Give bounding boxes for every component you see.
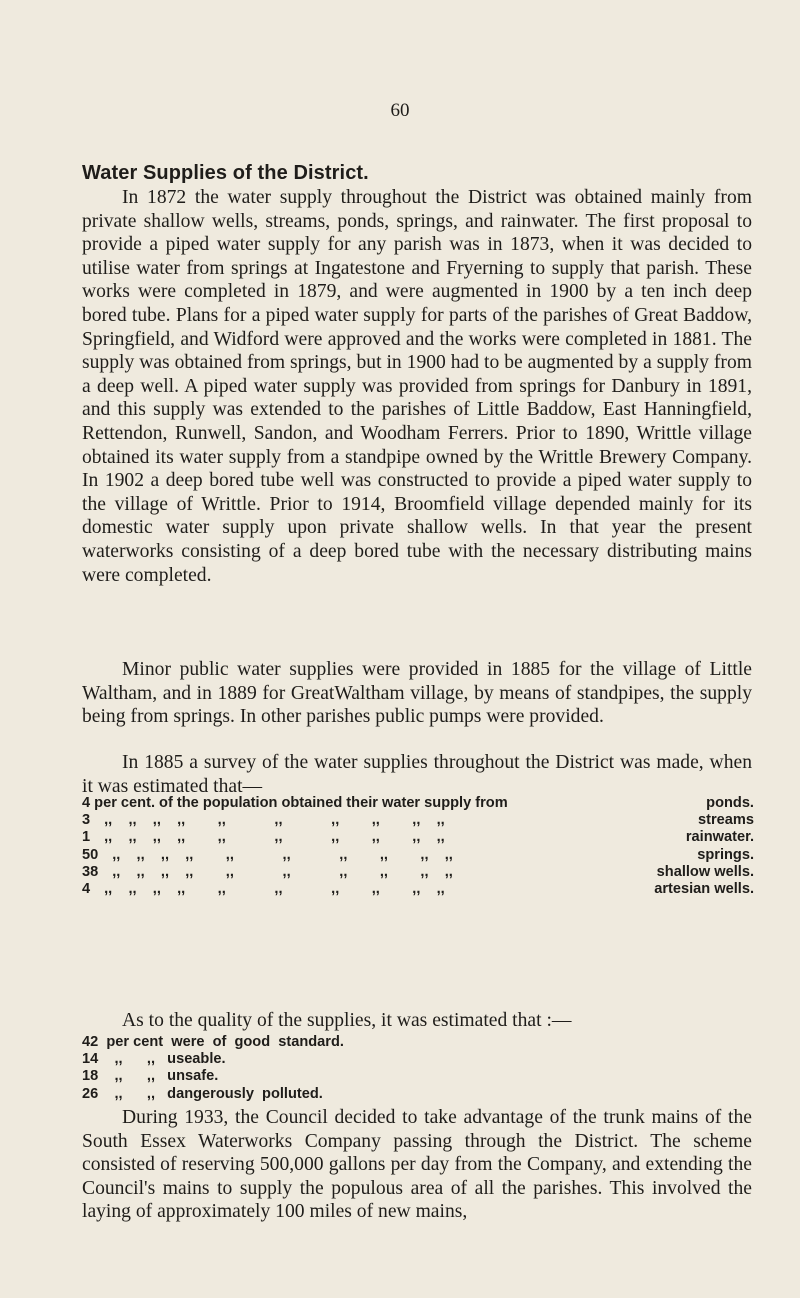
paragraph-survey-intro: In 1885 a survey of the water supplies throughout the District was made, when it was estimated that— <box>82 752 752 797</box>
ditto-marks: ,, ,, ,, ,, ,, ,, ,, ,, ,, ,, <box>104 881 445 898</box>
supply-row-lead: 4 <box>82 881 91 898</box>
supply-row-source: shallow wells. <box>656 863 754 880</box>
ditto-marks: ,, ,, ,, ,, ,, ,, ,, ,, ,, ,, <box>104 829 445 846</box>
section-heading: Water Supplies of the District. <box>82 162 369 184</box>
ditto-marks: ,, ,, ,, ,, ,, ,, ,, ,, ,, ,, <box>104 812 445 829</box>
supply-row-source: rainwater. <box>685 829 754 846</box>
supply-row-lead: 4 per cent. of the population obtained their water supply from <box>82 795 508 811</box>
page-number: 60 <box>390 100 410 121</box>
quality-row: 14 ,, ,, useable. <box>82 1051 226 1068</box>
paragraph-history: In 1872 the water supply throughout the District was obtained mainly from private shallow wells, streams, ponds, springs, and rainwater. The first proposal to provide a piped water supply for any parish was in 1873, when it was decided to utilise water from springs at Ingatestone and Fryerning to supply that parish. These works were completed in 1879, and were augmented in 1900 by a ten inch deep bored tube. Plans for a piped water supply for parts of the parishes of Great Baddow, Springfield, and Widford were approved and the works were completed in 1881. The supply was obtained from springs, but in 1900 had to be augmented by a supply from a deep well. A piped water supply was provided from springs for Danbury in 1891, and this supply was extended to the parishes of Little Baddow, East Hanningfield, Rettendon, Runwell, Sandon, and Woodham Ferrers. Prior to 1890, Writtle village obtained its water supply from a standpipe owned by the Writtle Brewery Company. In 1902 a deep bored tube well was constructed to provide a piped water supply to the village of Writtle. Prior to 1914, Broomfield village depended mainly for its domestic water supply upon private shallow wells. In that year the present waterworks consisting of a deep bored tube with the necessary distributing mains were completed. <box>82 187 752 586</box>
supply-row <box>82 864 754 881</box>
supply-row <box>82 829 754 846</box>
supply-row <box>82 812 754 829</box>
supply-row-source: streams <box>698 812 754 829</box>
supply-row-source: springs. <box>697 846 754 863</box>
quality-survey-table <box>82 1034 344 1103</box>
supply-row-source: ponds. <box>706 795 754 811</box>
supply-row-lead: 50 <box>82 846 99 863</box>
paragraph-trunk-mains: During 1933, the Council decided to take advantage of the trunk mains of the South Essex Waterworks Company passing through the District. The scheme consisted of reserving 500,000 gallons per day from the Company, and extending the Council's mains to supply the populous area of all the parishes. This involved the laying of approximately 100 miles of new mains, <box>82 1107 752 1223</box>
supply-survey-table <box>82 795 754 898</box>
supply-row-lead: 38 <box>82 863 99 880</box>
supply-row <box>82 881 754 898</box>
quality-intro: As to the quality of the supplies, it was estimated that :— <box>122 1010 572 1031</box>
supply-row-source: artesian wells. <box>654 881 754 898</box>
quality-row: 26 ,, ,, dangerously polluted. <box>82 1085 323 1102</box>
ditto-marks: ,, ,, ,, ,, ,, ,, ,, ,, ,, ,, <box>112 846 453 863</box>
supply-row <box>82 795 754 812</box>
ditto-marks: ,, ,, ,, ,, ,, ,, ,, ,, ,, ,, <box>112 863 453 880</box>
quality-row: 18 ,, ,, unsafe. <box>82 1068 219 1085</box>
quality-row: 42 per cent were of good standard. <box>82 1034 344 1050</box>
supply-row-lead: 1 <box>82 829 91 846</box>
paragraph-minor-supplies: Minor public water supplies were provided in 1885 for the village of Little Waltham, and in 1889 for GreatWaltham village, by means of standpipes, the supply being from springs. In other parishes public pumps were provided. <box>82 659 752 728</box>
supply-row <box>82 847 754 864</box>
supply-row-lead: 3 <box>82 812 91 829</box>
